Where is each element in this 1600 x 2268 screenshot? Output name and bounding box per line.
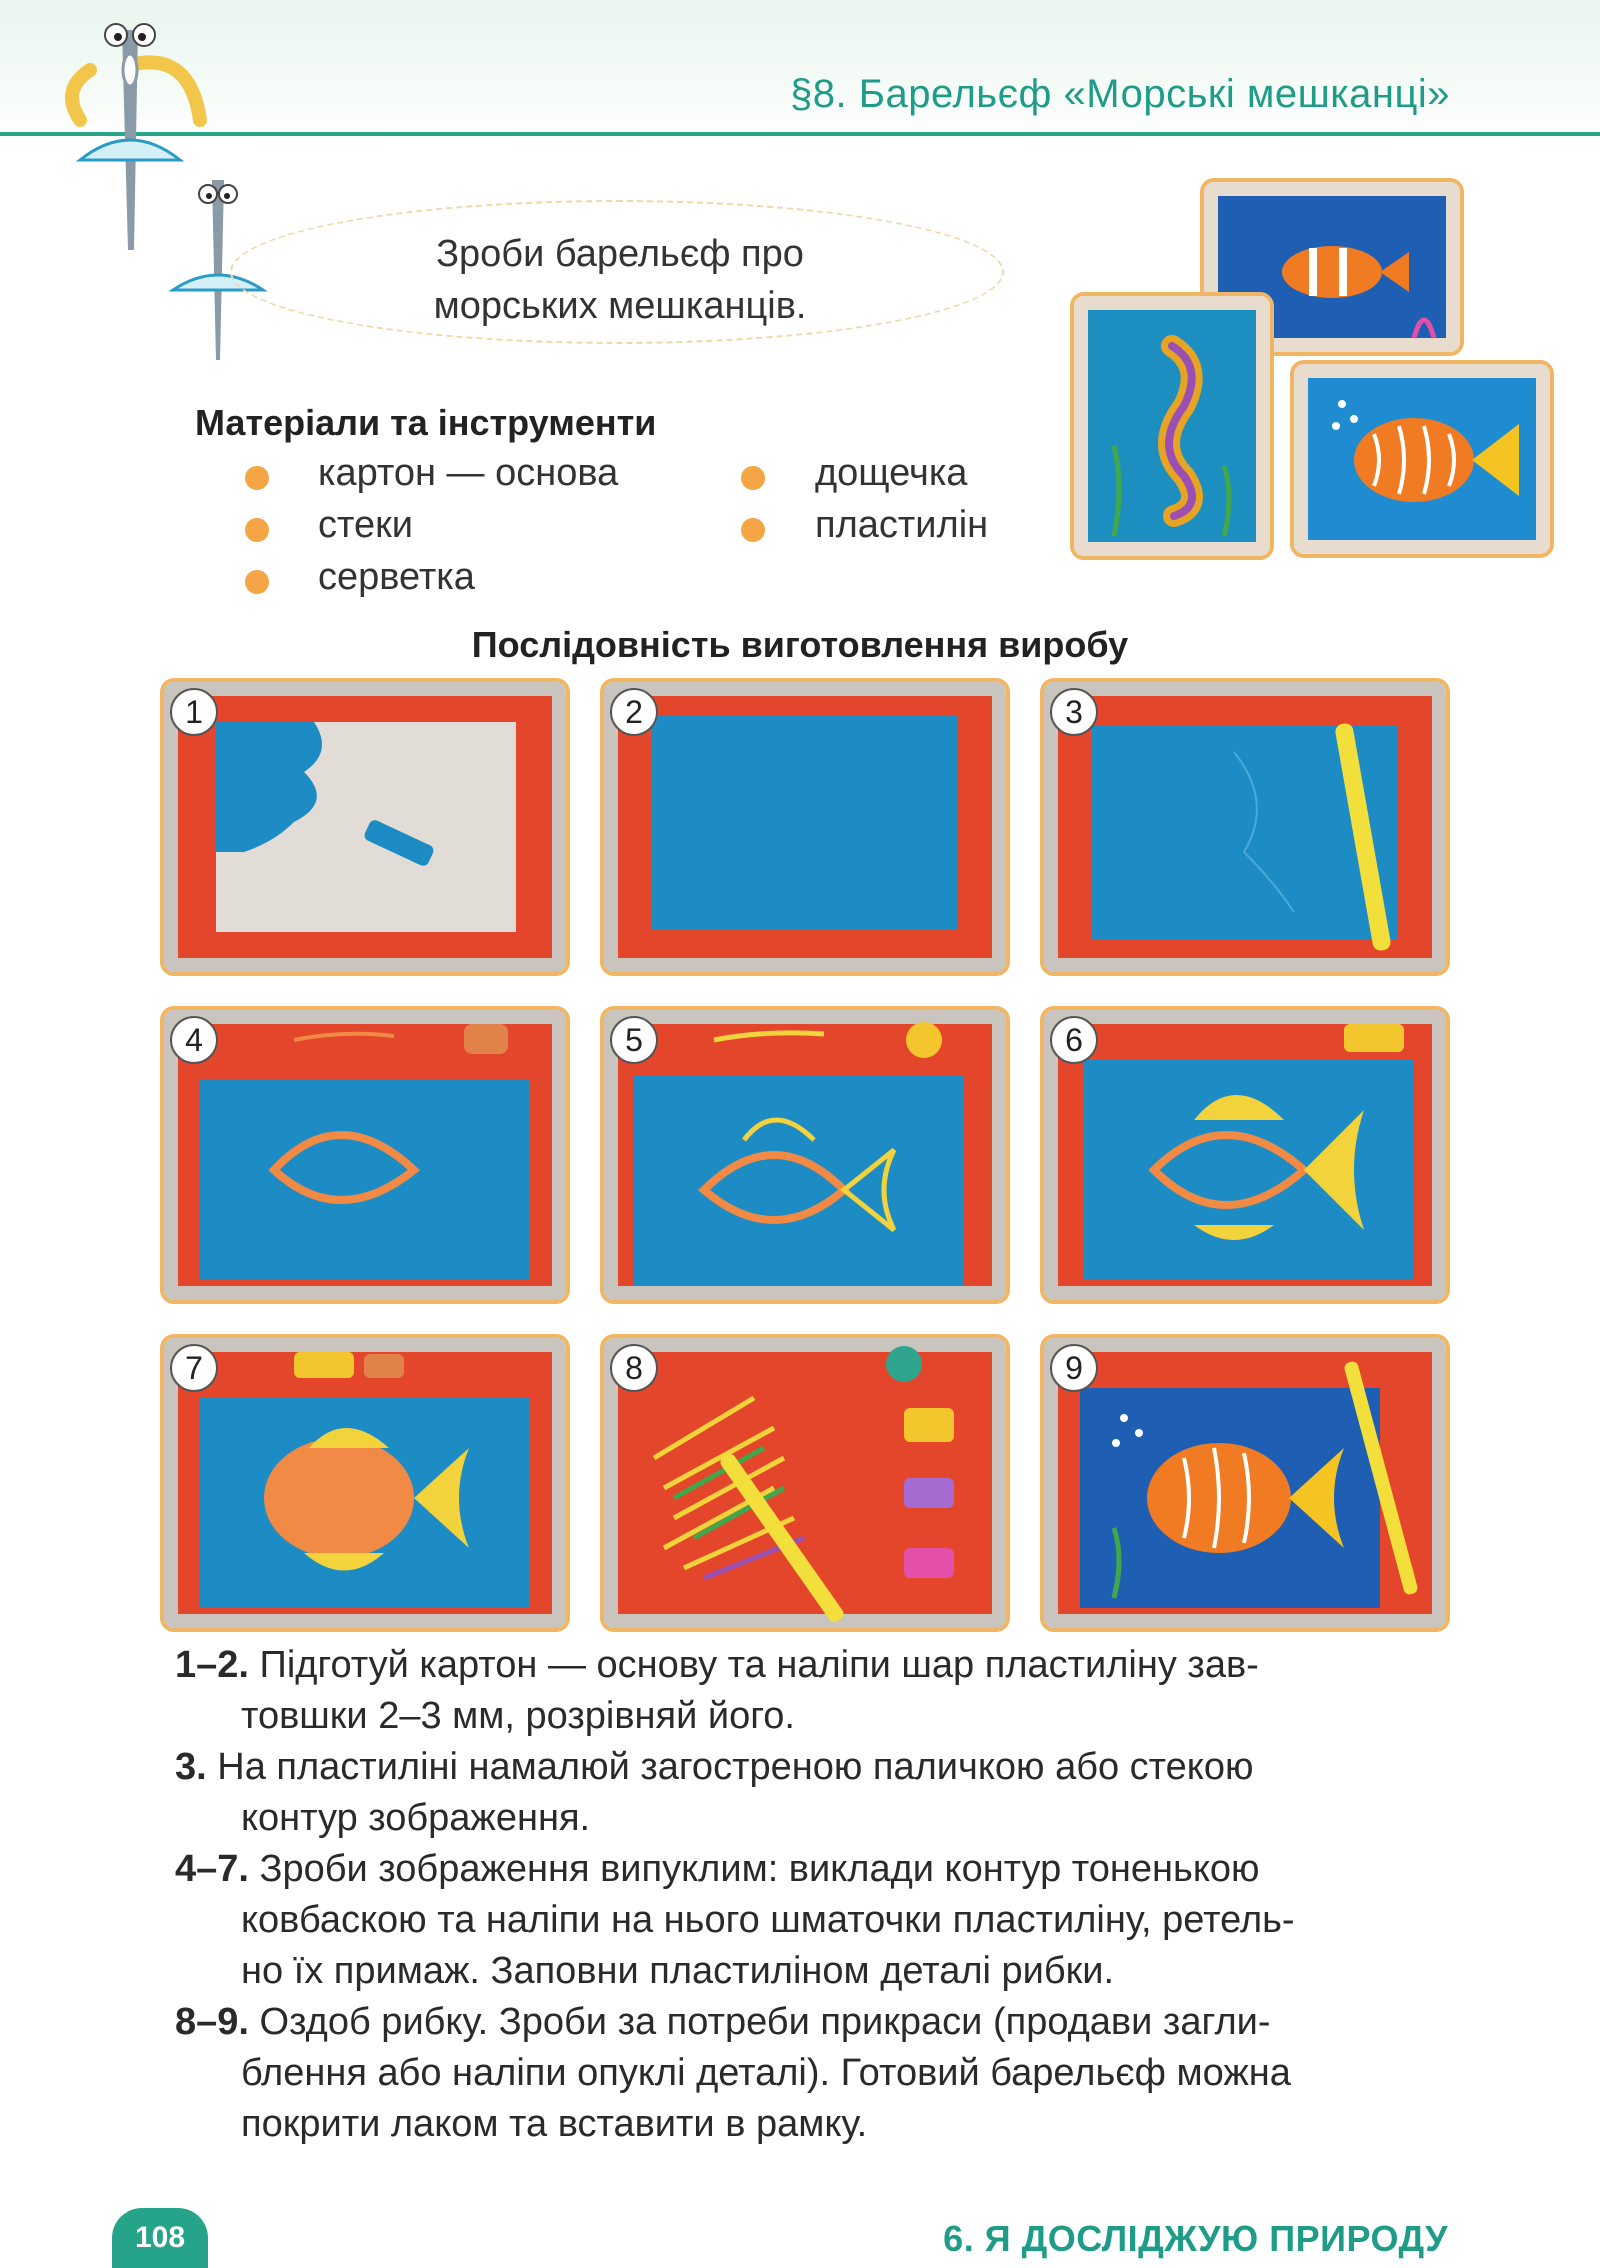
step-photo-9 <box>1040 1334 1450 1632</box>
step-photo-7 <box>160 1334 570 1632</box>
step-photo-4 <box>160 1006 570 1304</box>
step-photo-3 <box>1040 678 1450 976</box>
chapter-title: 6. Я ДОСЛІДЖУЮ ПРИРОДУ <box>943 2218 1448 2259</box>
bullet-icon <box>245 570 269 594</box>
step-photo-1 <box>160 678 570 976</box>
instruction-text: Зроби зображення випуклим: виклади контур тоненькою <box>259 1848 1260 1890</box>
material-item: картон — основа <box>318 452 619 494</box>
step-photo-5 <box>600 1006 1010 1304</box>
instruction-number: 4–7. <box>175 1848 249 1890</box>
step-number: 9 <box>1050 1344 1098 1392</box>
instruction-text: Підготуй картон — основу та наліпи шар пластиліну зав- <box>259 1644 1259 1686</box>
sample-photo-seahorse <box>1070 292 1274 560</box>
section-title: §8. Барельєф «Морські мешканці» <box>790 72 1450 116</box>
instruction-text: контур зображення. <box>241 1797 591 1839</box>
instruction-item <box>175 1844 1445 1997</box>
instruction-number: 8–9. <box>175 2001 249 2043</box>
instructions <box>175 1640 1445 2150</box>
instruction-text: Оздоб рибку. Зроби за потреби прикраси (продави загли- <box>259 2001 1271 2043</box>
instruction-item <box>175 1742 1445 1844</box>
step-number: 8 <box>610 1344 658 1392</box>
bullet-icon <box>741 518 765 542</box>
speech-text <box>380 228 860 332</box>
material-item: дощечка <box>815 452 968 494</box>
instruction-text: но їх примаж. Заповни пластиліном деталі рибки. <box>241 1950 1115 1992</box>
instruction-number: 1–2. <box>175 1644 249 1686</box>
instruction-text: покрити лаком та вставити в рамку. <box>241 2103 868 2145</box>
step-number: 1 <box>170 688 218 736</box>
speech-line-2: морських мешканців. <box>433 285 807 327</box>
header-band <box>0 0 1600 140</box>
speech-line-1: Зроби барельєф про <box>436 233 804 275</box>
instruction-text: На пластиліні намалюй загостреною паличкою або стекою <box>217 1746 1254 1788</box>
step-number: 7 <box>170 1344 218 1392</box>
instruction-text: блення або наліпи опуклі деталі). Готовий барельєф можна <box>241 2052 1291 2094</box>
step-photo-8 <box>600 1334 1010 1632</box>
bullet-icon <box>245 466 269 490</box>
step-photo-6 <box>1040 1006 1450 1304</box>
instruction-number: 3. <box>175 1746 207 1788</box>
page-number: 108 <box>112 2208 208 2268</box>
step-number: 3 <box>1050 688 1098 736</box>
materials-title: Матеріали та інструменти <box>195 402 657 443</box>
header-line <box>0 132 1600 136</box>
instruction-text: товшки 2–3 мм, розрівняй його. <box>241 1695 795 1737</box>
step-number: 6 <box>1050 1016 1098 1064</box>
instruction-item <box>175 1640 1445 1742</box>
materials-list <box>245 452 1045 612</box>
material-item: стеки <box>318 504 413 546</box>
material-item: серветка <box>318 556 475 598</box>
instruction-text: ковбаскою та наліпи на нього шматочки пластиліну, ретель- <box>241 1899 1295 1941</box>
bullet-icon <box>741 466 765 490</box>
bullet-icon <box>245 518 269 542</box>
step-photo-2 <box>600 678 1010 976</box>
step-number: 4 <box>170 1016 218 1064</box>
sequence-title: Послідовність виготовлення виробу <box>471 624 1129 665</box>
instruction-item <box>175 1997 1445 2150</box>
step-number: 2 <box>610 688 658 736</box>
step-number: 5 <box>610 1016 658 1064</box>
sample-photo-goldfish <box>1290 360 1554 558</box>
material-item: пластилін <box>815 504 989 546</box>
